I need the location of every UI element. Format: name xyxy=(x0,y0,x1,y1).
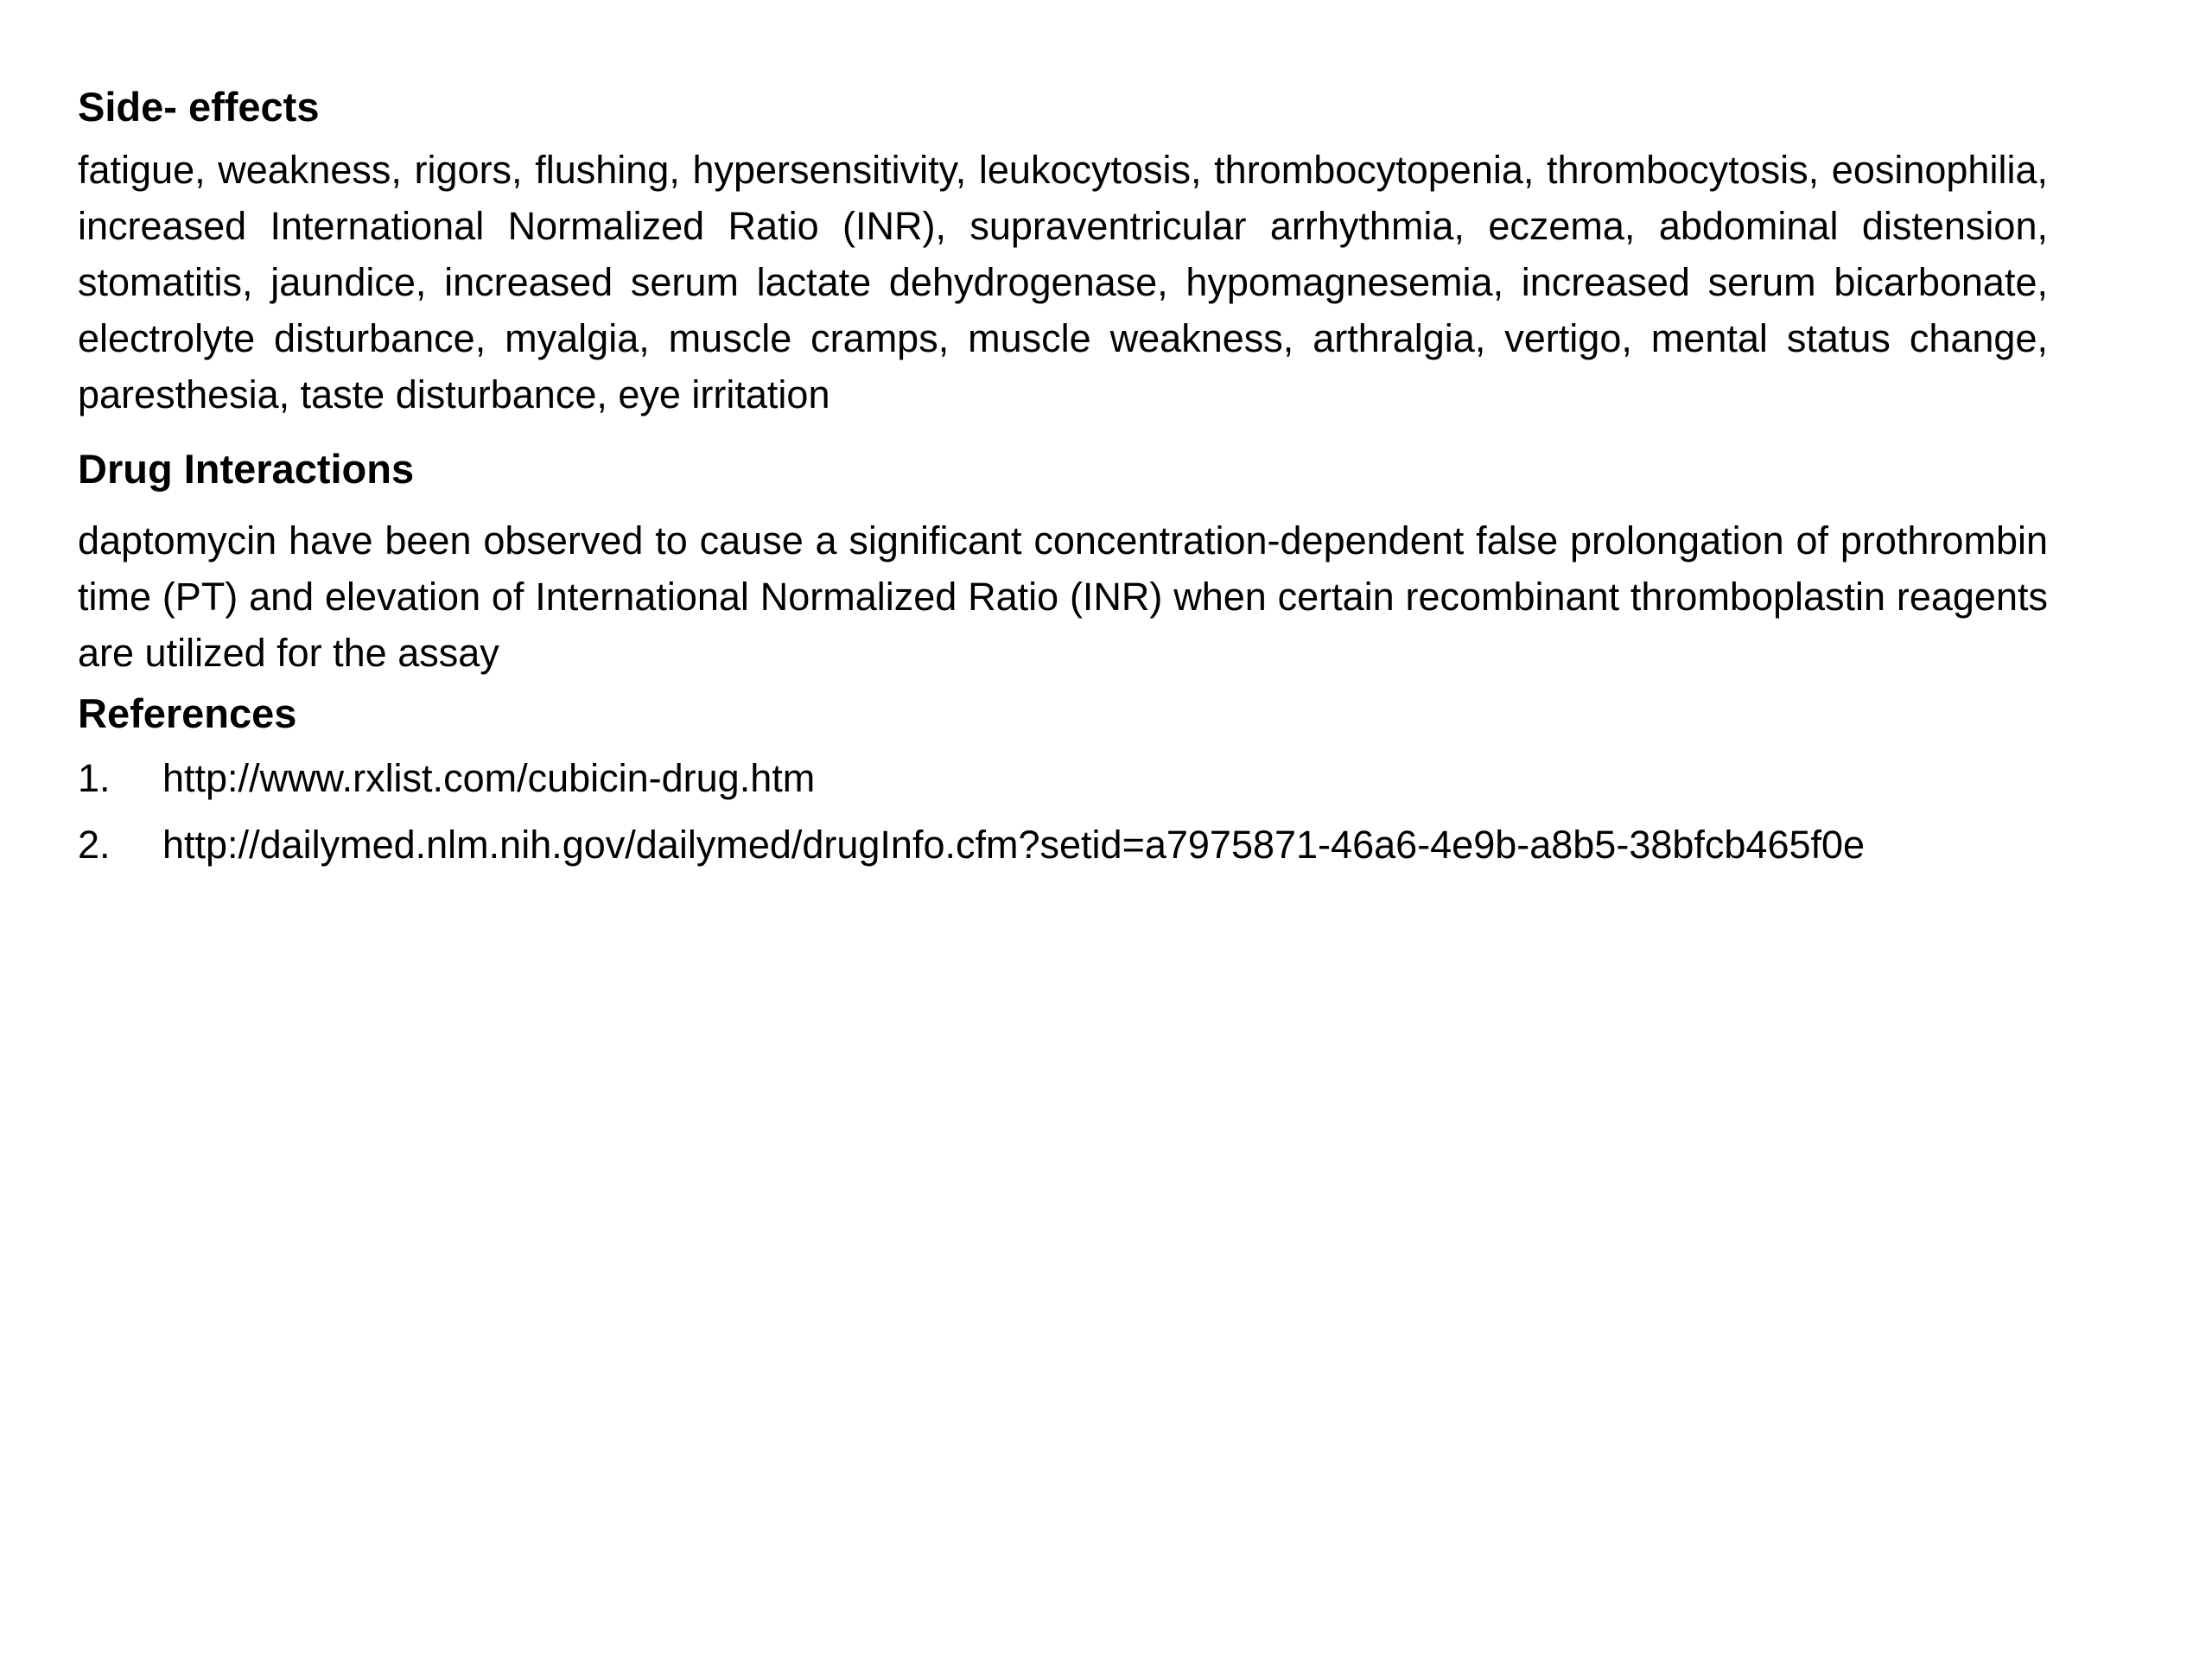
side-effects-text: fatigue, weakness, rigors, flushing, hypersensitivity, leukocytosis, thrombocytopenia, thrombocytosis, eosinophilia, increased International Normalized Ratio (INR), supraventricular arrhythmia, eczema, abdominal distension, stomatitis, jaundice, increased serum lactate dehydrogenase, hypomagnesemia, increased serum bicarbonate, electrolyte disturbance, myalgia, muscle cramps, muscle weakness, arthralgia, vertigo, mental status change, paresthesia, taste disturbance, eye irritation xyxy=(78,148,2048,416)
reference-number: 2. xyxy=(78,823,111,867)
reference-item xyxy=(78,750,2048,806)
references-heading: References xyxy=(78,690,297,736)
drug-interactions-heading: Drug Interactions xyxy=(78,446,415,492)
reference-item xyxy=(78,817,2048,873)
reference-number: 1. xyxy=(78,756,111,800)
references-list xyxy=(78,750,2048,873)
drug-interactions-text: daptomycin have been observed to cause a significant concentration-dependent false prolongation of prothrombin time (PT) and elevation of International Normalized Ratio (INR) when certain recombinant thromboplastin reagents are utilized for the assay xyxy=(78,518,2048,675)
reference-link[interactable]: http://www.rxlist.com/cubicin-drug.htm xyxy=(162,756,816,800)
reference-link[interactable]: http://dailymed.nlm.nih.gov/dailymed/drugInfo.cfm?setid=a7975871-46a6-4e9b-a8b5-38bfcb465f0e xyxy=(162,823,1866,867)
side-effects-heading: Side- effects xyxy=(78,84,320,130)
document-page xyxy=(78,79,2048,883)
